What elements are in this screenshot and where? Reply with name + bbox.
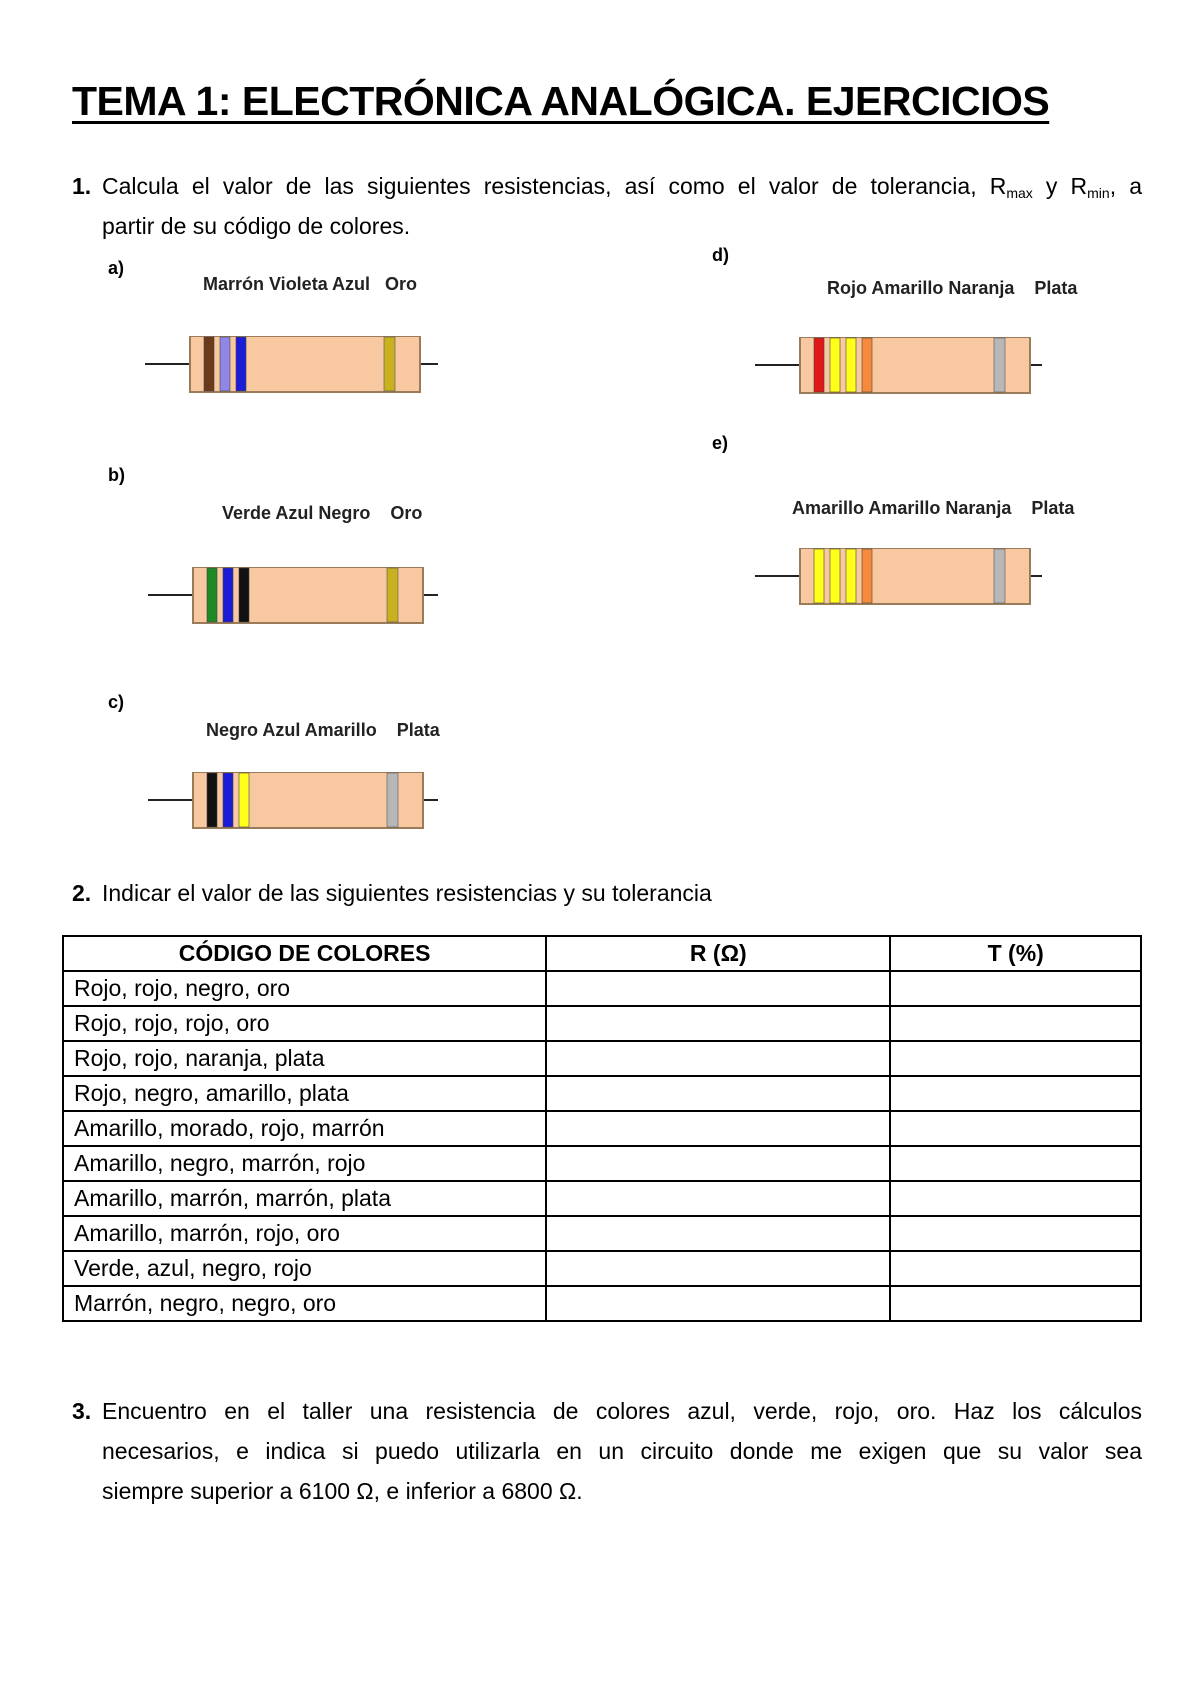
resistor-color-band [236, 337, 246, 391]
question-1 [72, 166, 1142, 246]
figure-letter: c) [108, 692, 125, 712]
question-text: Calcula el valor de las siguientes resistencias, así como el valor de tolerancia, R [102, 173, 1007, 199]
resistor-figure-c [108, 692, 438, 802]
resistance-answer-cell[interactable] [546, 1041, 890, 1076]
color-code-cell: Rojo, negro, amarillo, plata [63, 1076, 546, 1111]
resistor-tolerance-band [994, 338, 1005, 392]
question-number: 2. [72, 880, 92, 906]
resistor-color-band [223, 568, 233, 622]
resistor-color-band [862, 338, 872, 392]
color-code-cell: Amarillo, marrón, rojo, oro [63, 1216, 546, 1251]
tolerance-answer-cell[interactable] [890, 1146, 1141, 1181]
resistance-answer-cell[interactable] [546, 1251, 890, 1286]
tolerance-answer-cell[interactable] [890, 971, 1141, 1006]
table-row [63, 1181, 1141, 1216]
resistor-color-band [846, 549, 856, 603]
question-text: y R [1032, 173, 1088, 199]
figure-letter: d) [712, 245, 729, 265]
resistor-colors-label: Negro Azul Amarillo Plata [206, 720, 440, 740]
resistor-color-band [223, 773, 233, 827]
color-code-cell: Amarillo, negro, marrón, rojo [63, 1146, 546, 1181]
question-text: Encuentro en el taller una resistencia de colores azul, verde, rojo, oro. Haz los cálculos [102, 1398, 1142, 1424]
resistance-answer-cell[interactable] [546, 1181, 890, 1216]
resistor-colors-label: Amarillo Amarillo Naranja Plata [792, 498, 1075, 518]
color-code-cell: Rojo, rojo, negro, oro [63, 971, 546, 1006]
resistor-color-band [239, 773, 249, 827]
figure-letter: e) [712, 433, 729, 453]
question-number: 1. [72, 173, 92, 199]
question-3 [72, 1391, 1142, 1511]
resistance-answer-cell[interactable] [546, 1286, 890, 1321]
question-2 [72, 873, 1142, 913]
page-title: TEMA 1: ELECTRÓNICA ANALÓGICA. EJERCICIOS [72, 78, 1050, 124]
table-row [63, 1146, 1141, 1181]
color-code-table [62, 935, 1142, 1322]
resistor-tolerance-band [384, 337, 395, 391]
resistor-icon [712, 337, 1042, 397]
question-1-line-2: partir de su código de colores. [102, 213, 411, 239]
tolerance-answer-cell[interactable] [890, 1286, 1141, 1321]
resistor-figure-e [712, 433, 1075, 543]
resistor-figure-a [108, 258, 438, 368]
resistor-color-band [830, 549, 840, 603]
tolerance-answer-cell[interactable] [890, 1076, 1141, 1111]
question-number: 3. [72, 1398, 92, 1424]
resistor-icon [108, 772, 438, 832]
resistor-colors-label: Verde Azul Negro Oro [222, 503, 423, 523]
resistance-answer-cell[interactable] [546, 1006, 890, 1041]
resistor-color-band [207, 773, 217, 827]
resistor-icon [108, 567, 438, 627]
column-header-resistance: R (Ω) [546, 936, 890, 971]
table-row [63, 1041, 1141, 1076]
figure-letter: a) [108, 258, 125, 278]
resistor-tolerance-band [387, 568, 398, 622]
resistor-tolerance-band [994, 549, 1005, 603]
resistance-answer-cell[interactable] [546, 1146, 890, 1181]
tolerance-answer-cell[interactable] [890, 1216, 1141, 1251]
table-row [63, 1006, 1141, 1041]
resistor-icon [108, 336, 438, 396]
resistor-color-band [220, 337, 230, 391]
resistance-answer-cell[interactable] [546, 971, 890, 1006]
resistance-answer-cell[interactable] [546, 1076, 890, 1111]
question-1-line-1 [72, 166, 1142, 206]
table-row [63, 1286, 1141, 1321]
table-header-row [63, 936, 1141, 971]
question-3-line-2: necesarios, e indica si puedo utilizarla en un circuito donde me exigen que su valor sea [102, 1438, 1142, 1464]
subscript-min: min [1087, 185, 1110, 201]
table-row [63, 1076, 1141, 1111]
tolerance-answer-cell[interactable] [890, 1181, 1141, 1216]
figure-letter: b) [108, 465, 125, 485]
resistor-color-band [239, 568, 249, 622]
resistor-tolerance-band [387, 773, 398, 827]
resistor-colors-label: Rojo Amarillo Naranja Plata [827, 278, 1078, 298]
subscript-max: max [1006, 185, 1033, 201]
table-row [63, 1251, 1141, 1286]
tolerance-answer-cell[interactable] [890, 1041, 1141, 1076]
color-code-cell: Rojo, rojo, naranja, plata [63, 1041, 546, 1076]
resistor-color-band [830, 338, 840, 392]
resistance-answer-cell[interactable] [546, 1111, 890, 1146]
question-text: Indicar el valor de las siguientes resistencias y su tolerancia [102, 880, 712, 906]
resistor-color-band [204, 337, 214, 391]
resistor-color-band [207, 568, 217, 622]
question-text: , a [1109, 173, 1142, 199]
resistor-color-band [862, 549, 872, 603]
tolerance-answer-cell[interactable] [890, 1006, 1141, 1041]
table-row [63, 1216, 1141, 1251]
resistor-color-band [846, 338, 856, 392]
tolerance-answer-cell[interactable] [890, 1251, 1141, 1286]
color-code-cell: Amarillo, morado, rojo, marrón [63, 1111, 546, 1146]
question-3-line-3: siempre superior a 6100 Ω, e inferior a 6800 Ω. [102, 1478, 583, 1504]
color-code-cell: Marrón, negro, negro, oro [63, 1286, 546, 1321]
column-header-color-code: CÓDIGO DE COLORES [63, 936, 546, 971]
column-header-tolerance: T (%) [890, 936, 1141, 971]
color-code-cell: Amarillo, marrón, marrón, plata [63, 1181, 546, 1216]
resistor-color-band [814, 549, 824, 603]
resistor-figure-d [712, 245, 1078, 355]
table-row [63, 1111, 1141, 1146]
resistance-answer-cell[interactable] [546, 1216, 890, 1251]
table-row [63, 971, 1141, 1006]
tolerance-answer-cell[interactable] [890, 1111, 1141, 1146]
resistor-colors-label: Marrón Violeta Azul Oro [203, 274, 418, 294]
color-code-cell: Verde, azul, negro, rojo [63, 1251, 546, 1286]
question-3-line-1 [72, 1391, 1142, 1431]
resistor-color-band [814, 338, 824, 392]
resistor-figure-b [108, 465, 438, 575]
resistor-icon [712, 548, 1042, 608]
color-code-cell: Rojo, rojo, rojo, oro [63, 1006, 546, 1041]
